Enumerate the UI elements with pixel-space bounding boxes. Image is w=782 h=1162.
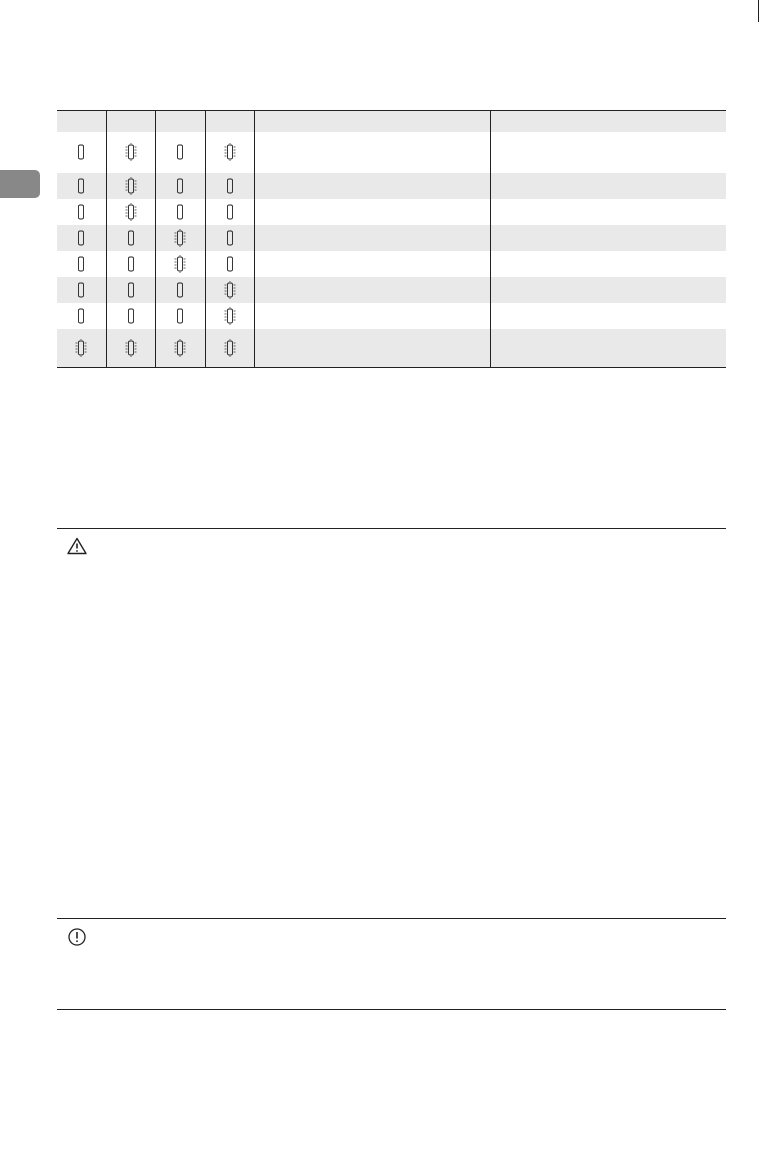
led-cell xyxy=(205,225,254,251)
led-blinking-icon xyxy=(124,203,138,221)
led-off-icon xyxy=(223,203,237,221)
bottom-rule xyxy=(57,1009,726,1010)
led-cell xyxy=(106,132,155,173)
led-blinking-icon xyxy=(173,255,187,273)
status-cell xyxy=(254,303,490,329)
table-row xyxy=(57,329,726,368)
table-row xyxy=(57,277,726,303)
description-cell xyxy=(490,173,726,199)
header-cell xyxy=(106,111,155,132)
table-row xyxy=(57,303,726,329)
led-cell xyxy=(205,251,254,277)
led-cell xyxy=(106,173,155,199)
led-cell xyxy=(155,251,205,277)
led-cell xyxy=(106,329,155,368)
status-cell xyxy=(254,251,490,277)
led-blinking-icon xyxy=(124,177,138,195)
led-off-icon xyxy=(74,229,88,247)
description-cell xyxy=(490,225,726,251)
header-cell xyxy=(205,111,254,132)
led-off-icon xyxy=(223,229,237,247)
status-cell xyxy=(254,277,490,303)
exclamation-circle-icon xyxy=(67,927,87,947)
description-cell xyxy=(490,251,726,277)
status-cell xyxy=(254,132,490,173)
led-off-icon xyxy=(173,177,187,195)
table-row xyxy=(57,173,726,199)
description-cell xyxy=(490,303,726,329)
led-cell xyxy=(155,329,205,368)
led-off-icon xyxy=(74,203,88,221)
led-off-icon xyxy=(124,307,138,325)
led-cell xyxy=(57,199,106,225)
header-cell xyxy=(57,111,106,132)
led-off-icon xyxy=(223,177,237,195)
led-cell xyxy=(205,132,254,173)
led-cell xyxy=(57,132,106,173)
led-off-icon xyxy=(124,255,138,273)
table-row xyxy=(57,199,726,225)
led-off-icon xyxy=(74,177,88,195)
led-cell xyxy=(57,225,106,251)
led-off-icon xyxy=(173,307,187,325)
led-cell xyxy=(57,251,106,277)
table-row xyxy=(57,225,726,251)
warning-section xyxy=(57,528,726,919)
led-cell xyxy=(106,303,155,329)
led-cell xyxy=(205,173,254,199)
led-off-icon xyxy=(74,281,88,299)
led-cell xyxy=(57,303,106,329)
led-off-icon xyxy=(74,307,88,325)
led-cell xyxy=(205,199,254,225)
led-cell xyxy=(106,199,155,225)
led-cell xyxy=(155,225,205,251)
header-cell xyxy=(254,111,490,132)
table-header-row xyxy=(57,111,726,132)
status-cell xyxy=(254,329,490,368)
led-cell xyxy=(205,303,254,329)
led-off-icon xyxy=(173,203,187,221)
led-blinking-icon xyxy=(74,339,88,357)
led-blinking-icon xyxy=(173,229,187,247)
led-off-icon xyxy=(223,255,237,273)
description-cell xyxy=(490,132,726,173)
description-cell xyxy=(490,329,726,368)
led-off-icon xyxy=(173,143,187,161)
header-cell xyxy=(155,111,205,132)
led-off-icon xyxy=(74,143,88,161)
led-blinking-icon xyxy=(173,339,187,357)
notice-section xyxy=(57,918,726,1009)
led-cell xyxy=(155,132,205,173)
section-side-tab xyxy=(0,170,40,198)
led-off-icon xyxy=(124,229,138,247)
led-off-icon xyxy=(124,281,138,299)
led-cell xyxy=(205,277,254,303)
led-cell xyxy=(155,303,205,329)
led-blinking-icon xyxy=(223,307,237,325)
led-cell xyxy=(57,277,106,303)
led-blinking-icon xyxy=(223,143,237,161)
status-cell xyxy=(254,199,490,225)
warning-triangle-icon xyxy=(67,537,87,557)
led-off-icon xyxy=(74,255,88,273)
led-cell xyxy=(106,277,155,303)
led-cell xyxy=(155,199,205,225)
led-blinking-icon xyxy=(223,281,237,299)
led-blinking-icon xyxy=(124,339,138,357)
led-blinking-icon xyxy=(223,339,237,357)
led-cell xyxy=(57,173,106,199)
header-cell xyxy=(490,111,726,132)
led-cell xyxy=(205,329,254,368)
table-row xyxy=(57,132,726,173)
crop-mark xyxy=(758,0,759,22)
led-cell xyxy=(106,225,155,251)
status-cell xyxy=(254,225,490,251)
led-blinking-icon xyxy=(124,143,138,161)
led-cell xyxy=(155,277,205,303)
table-row xyxy=(57,251,726,277)
led-cell xyxy=(155,173,205,199)
led-cell xyxy=(106,251,155,277)
description-cell xyxy=(490,199,726,225)
led-status-table xyxy=(57,110,726,368)
led-off-icon xyxy=(173,281,187,299)
led-cell xyxy=(57,329,106,368)
status-cell xyxy=(254,173,490,199)
description-cell xyxy=(490,277,726,303)
